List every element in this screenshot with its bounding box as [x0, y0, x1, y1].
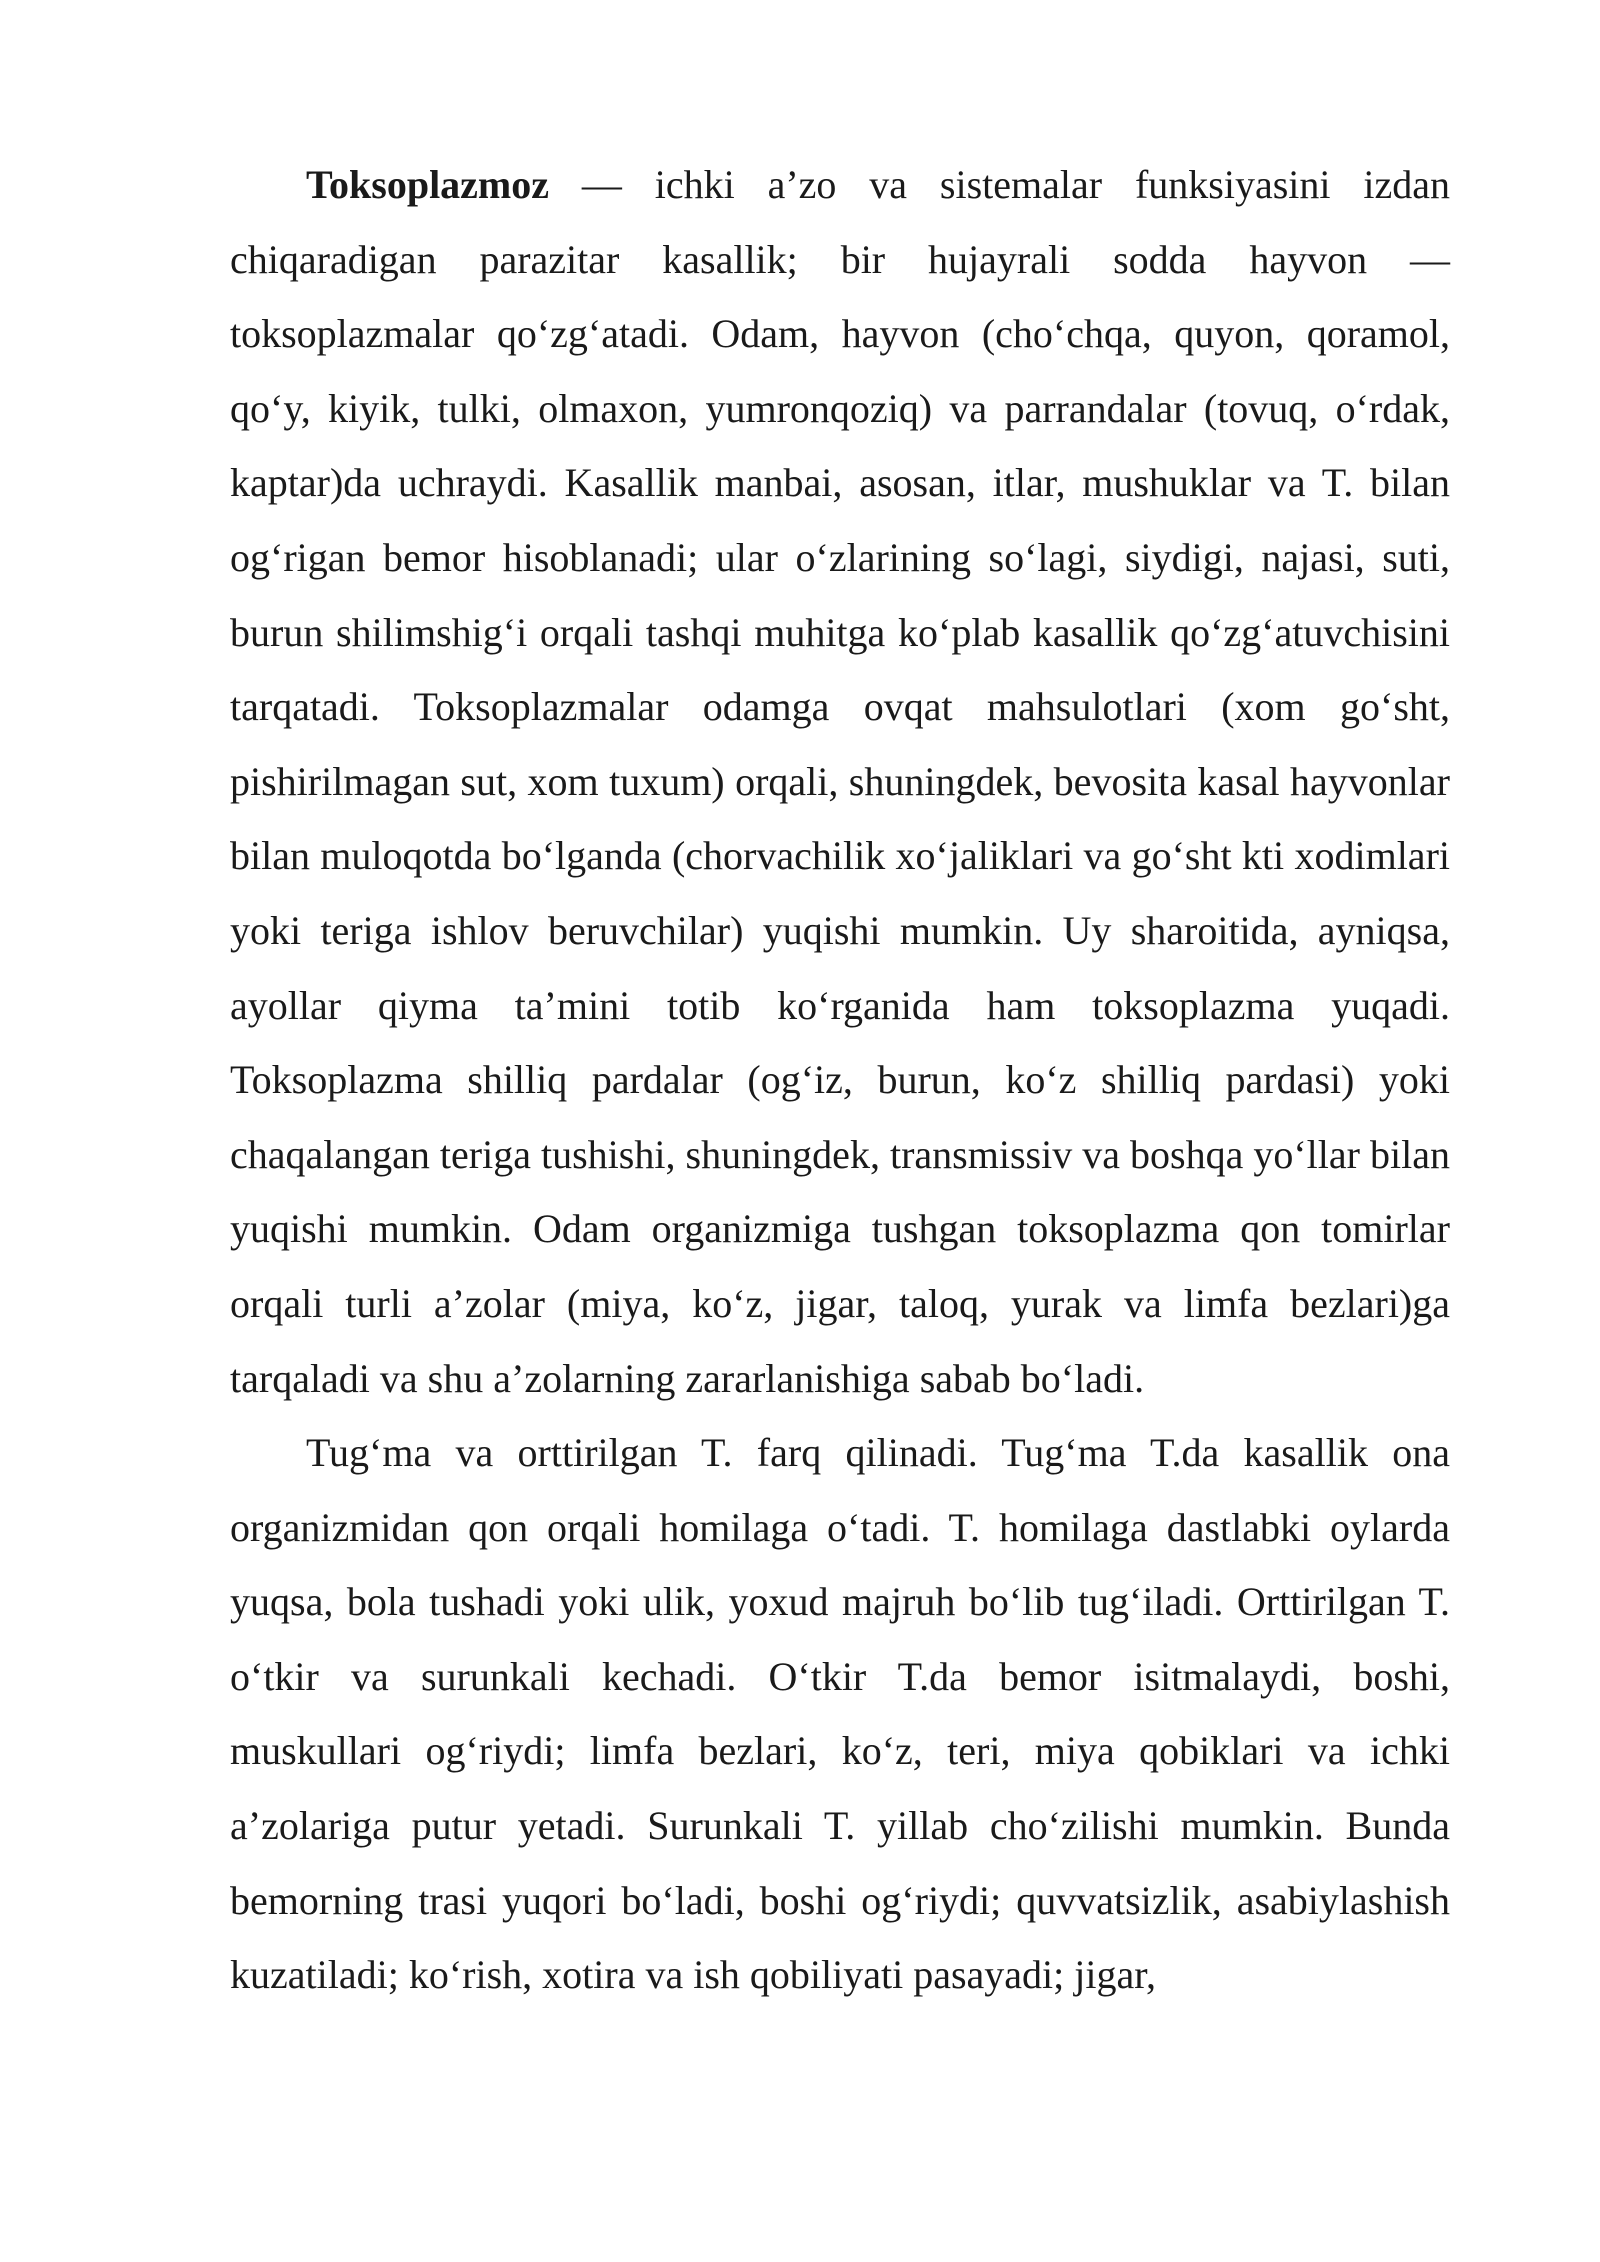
term-heading: Toksoplazmoz [306, 162, 550, 207]
paragraph-definition [230, 148, 1450, 1416]
paragraph-text: Tug‘ma va orttirilgan T. farq qilinadi. Tug‘ma T.da kasallik ona organizmidan qon orqali homilaga o‘tadi. T. homilaga dastlabki oylarda yuqsa, bola tushadi yoki ulik, yoxud majruh bo‘lib tug‘iladi. Orttirilgan T. o‘tkir va surunkali kechadi. O‘tkir T.da bemor isitmalaydi, boshi, muskullari og‘riydi; limfa bezlari, ko‘z, teri, miya qobiklari va ichki a’zolariga putur yetadi. Surunkali T. yillab cho‘zilishi mumkin. Bunda bemorning trasi yuqori bo‘ladi, boshi og‘riydi; quvvatsizlik, asabiylashish kuzatiladi; ko‘rish, xotira va ish qobiliyati pasayadi; jigar, [230, 1430, 1450, 1998]
document-body [230, 148, 1450, 2013]
paragraph-text: — ichki a’zo va sistemalar funksiyasini izdan chiqaradigan parazitar kasallik; bir hujayrali sodda hayvon — toksoplazmalar qo‘zg‘atadi. Odam, hayvon (cho‘chqa, quyon, qoramol, qo‘y, kiyik, tulki, olmaxon, yumronqoziq) va parrandalar (tovuq, o‘rdak, kaptar)da uchraydi. Kasallik manbai, asosan, itlar, mushuklar va T. bilan og‘rigan bemor hisoblanadi; ular o‘zlarining so‘lagi, siydigi, najasi, suti, burun shilimshig‘i orqali tashqi muhitga ko‘plab kasallik qo‘zg‘atuvchisini tarqatadi. Toksoplazmalar odamga ovqat mahsulotlari (xom go‘sht, pishirilmagan sut, xom tuxum) orqali, shuningdek, bevosita kasal hayvonlar bilan muloqotda bo‘lganda (chorvachilik xo‘jaliklari va go‘sht kti xodimlari yoki teriga ishlov beruvchilar) yuqishi mumkin. Uy sharoitida, ayniqsa, ayollar qiyma ta’mini totib ko‘rganida ham toksoplazma yuqadi. Toksoplazma shilliq pardalar (og‘iz, burun, ko‘z shilliq pardasi) yoki chaqalangan teriga tushishi, shuningdek, transmissiv va boshqa yo‘llar bilan yuqishi mumkin. Odam organizmiga tushgan toksoplazma qon tomirlar orqali turli a’zolar (miya, ko‘z, jigar, taloq, yurak va limfa bezlari)ga tarqaladi va shu a’zolarning zararlanishiga sabab bo‘ladi. [230, 162, 1450, 1401]
paragraph-forms [230, 1416, 1450, 2013]
